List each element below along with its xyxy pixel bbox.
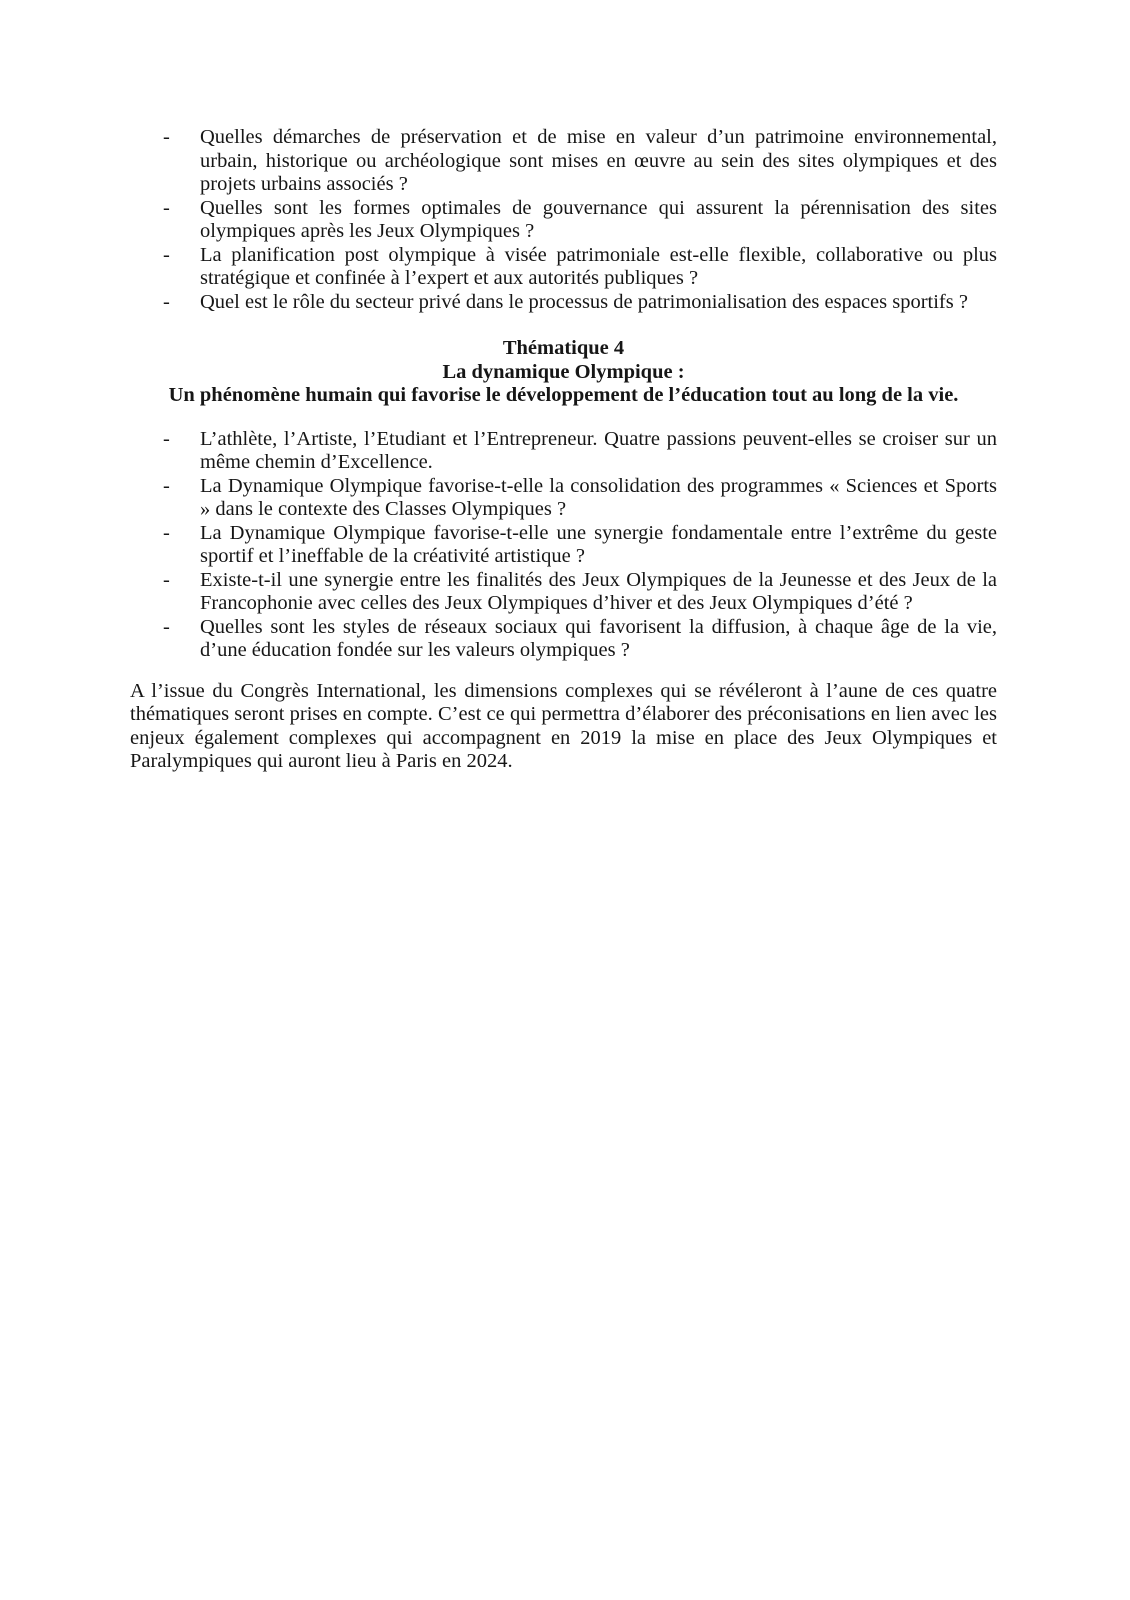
section-heading-thematique-4 (130, 337, 997, 408)
bullet-list-preservation-questions (130, 126, 997, 314)
bullet-marker: - (163, 568, 170, 591)
bullet-marker: - (163, 474, 170, 497)
heading-line-title: La dynamique Olympique : (442, 360, 685, 383)
bullet-item (130, 616, 997, 663)
bullet-text: Quelles sont les formes optimales de gouvernance qui assurent la pérennisation des sites olympiques après les Jeux Olympiques ? (200, 196, 997, 242)
bullet-item (130, 244, 997, 291)
bullet-list-dynamique-questions (130, 428, 997, 663)
bullet-marker: - (163, 290, 170, 313)
bullet-text: Existe-t-il une synergie entre les finalités des Jeux Olympiques de la Jeunesse et des Jeux de la Francophonie avec celles des Jeux Olympiques d’hiver et des Jeux Olympiques d’été ? (200, 568, 997, 614)
heading-line-subtitle: Un phénomène humain qui favorise le développement de l’éducation tout au long de la vie. (168, 384, 959, 406)
bullet-text: La Dynamique Olympique favorise-t-elle la consolidation des programmes « Sciences et Sports » dans le contexte des Classes Olympiques ? (200, 474, 997, 520)
bullet-marker: - (163, 196, 170, 219)
bullet-text: La Dynamique Olympique favorise-t-elle une synergie fondamentale entre l’extrême du geste sportif et l’ineffable de la créativité artistique ? (200, 521, 997, 567)
bullet-text: Quel est le rôle du secteur privé dans le processus de patrimonialisation des espaces sportifs ? (200, 290, 968, 313)
heading-line-number: Thématique 4 (502, 337, 625, 359)
bullet-text: Quelles sont les styles de réseaux sociaux qui favorisent la diffusion, à chaque âge de la vie, d’une éducation fondée sur les valeurs olympiques ? (200, 615, 997, 661)
bullet-item (130, 291, 997, 315)
bullet-text: L’athlète, l’Artiste, l’Etudiant et l’Entrepreneur. Quatre passions peuvent-elles se croiser sur un même chemin d’Excellence. (200, 427, 997, 473)
closing-paragraph: A l’issue du Congrès International, les dimensions complexes qui se révéleront à l’aune de ces quatre thématiques seront prises en compte. C’est ce qui permettra d’élaborer des préconisations en lien avec les enjeux également complexes qui accompagnent en 2019 la mise en place des Jeux Olympiques et Paralympiques qui auront lieu à Paris en 2024. (130, 679, 997, 772)
bullet-item (130, 569, 997, 616)
bullet-marker: - (163, 126, 170, 148)
bullet-marker: - (163, 521, 170, 544)
bullet-item (130, 475, 997, 522)
bullet-item (130, 522, 997, 569)
bullet-text: Quelles démarches de préservation et de mise en valeur d’un patrimoine environnemental, urbain, historique ou archéologique sont mises en œuvre au sein des sites olympiques et des projets urbains associés ? (200, 126, 997, 195)
bullet-item (130, 197, 997, 244)
bullet-marker: - (163, 243, 170, 266)
bullet-item (130, 126, 997, 197)
bullet-text: La planification post olympique à visée patrimoniale est-elle flexible, collaborative ou plus stratégique et confinée à l’expert et aux autorités publiques ? (200, 243, 997, 289)
bullet-marker: - (163, 427, 170, 450)
bullet-item (130, 428, 997, 475)
bullet-marker: - (163, 615, 170, 638)
